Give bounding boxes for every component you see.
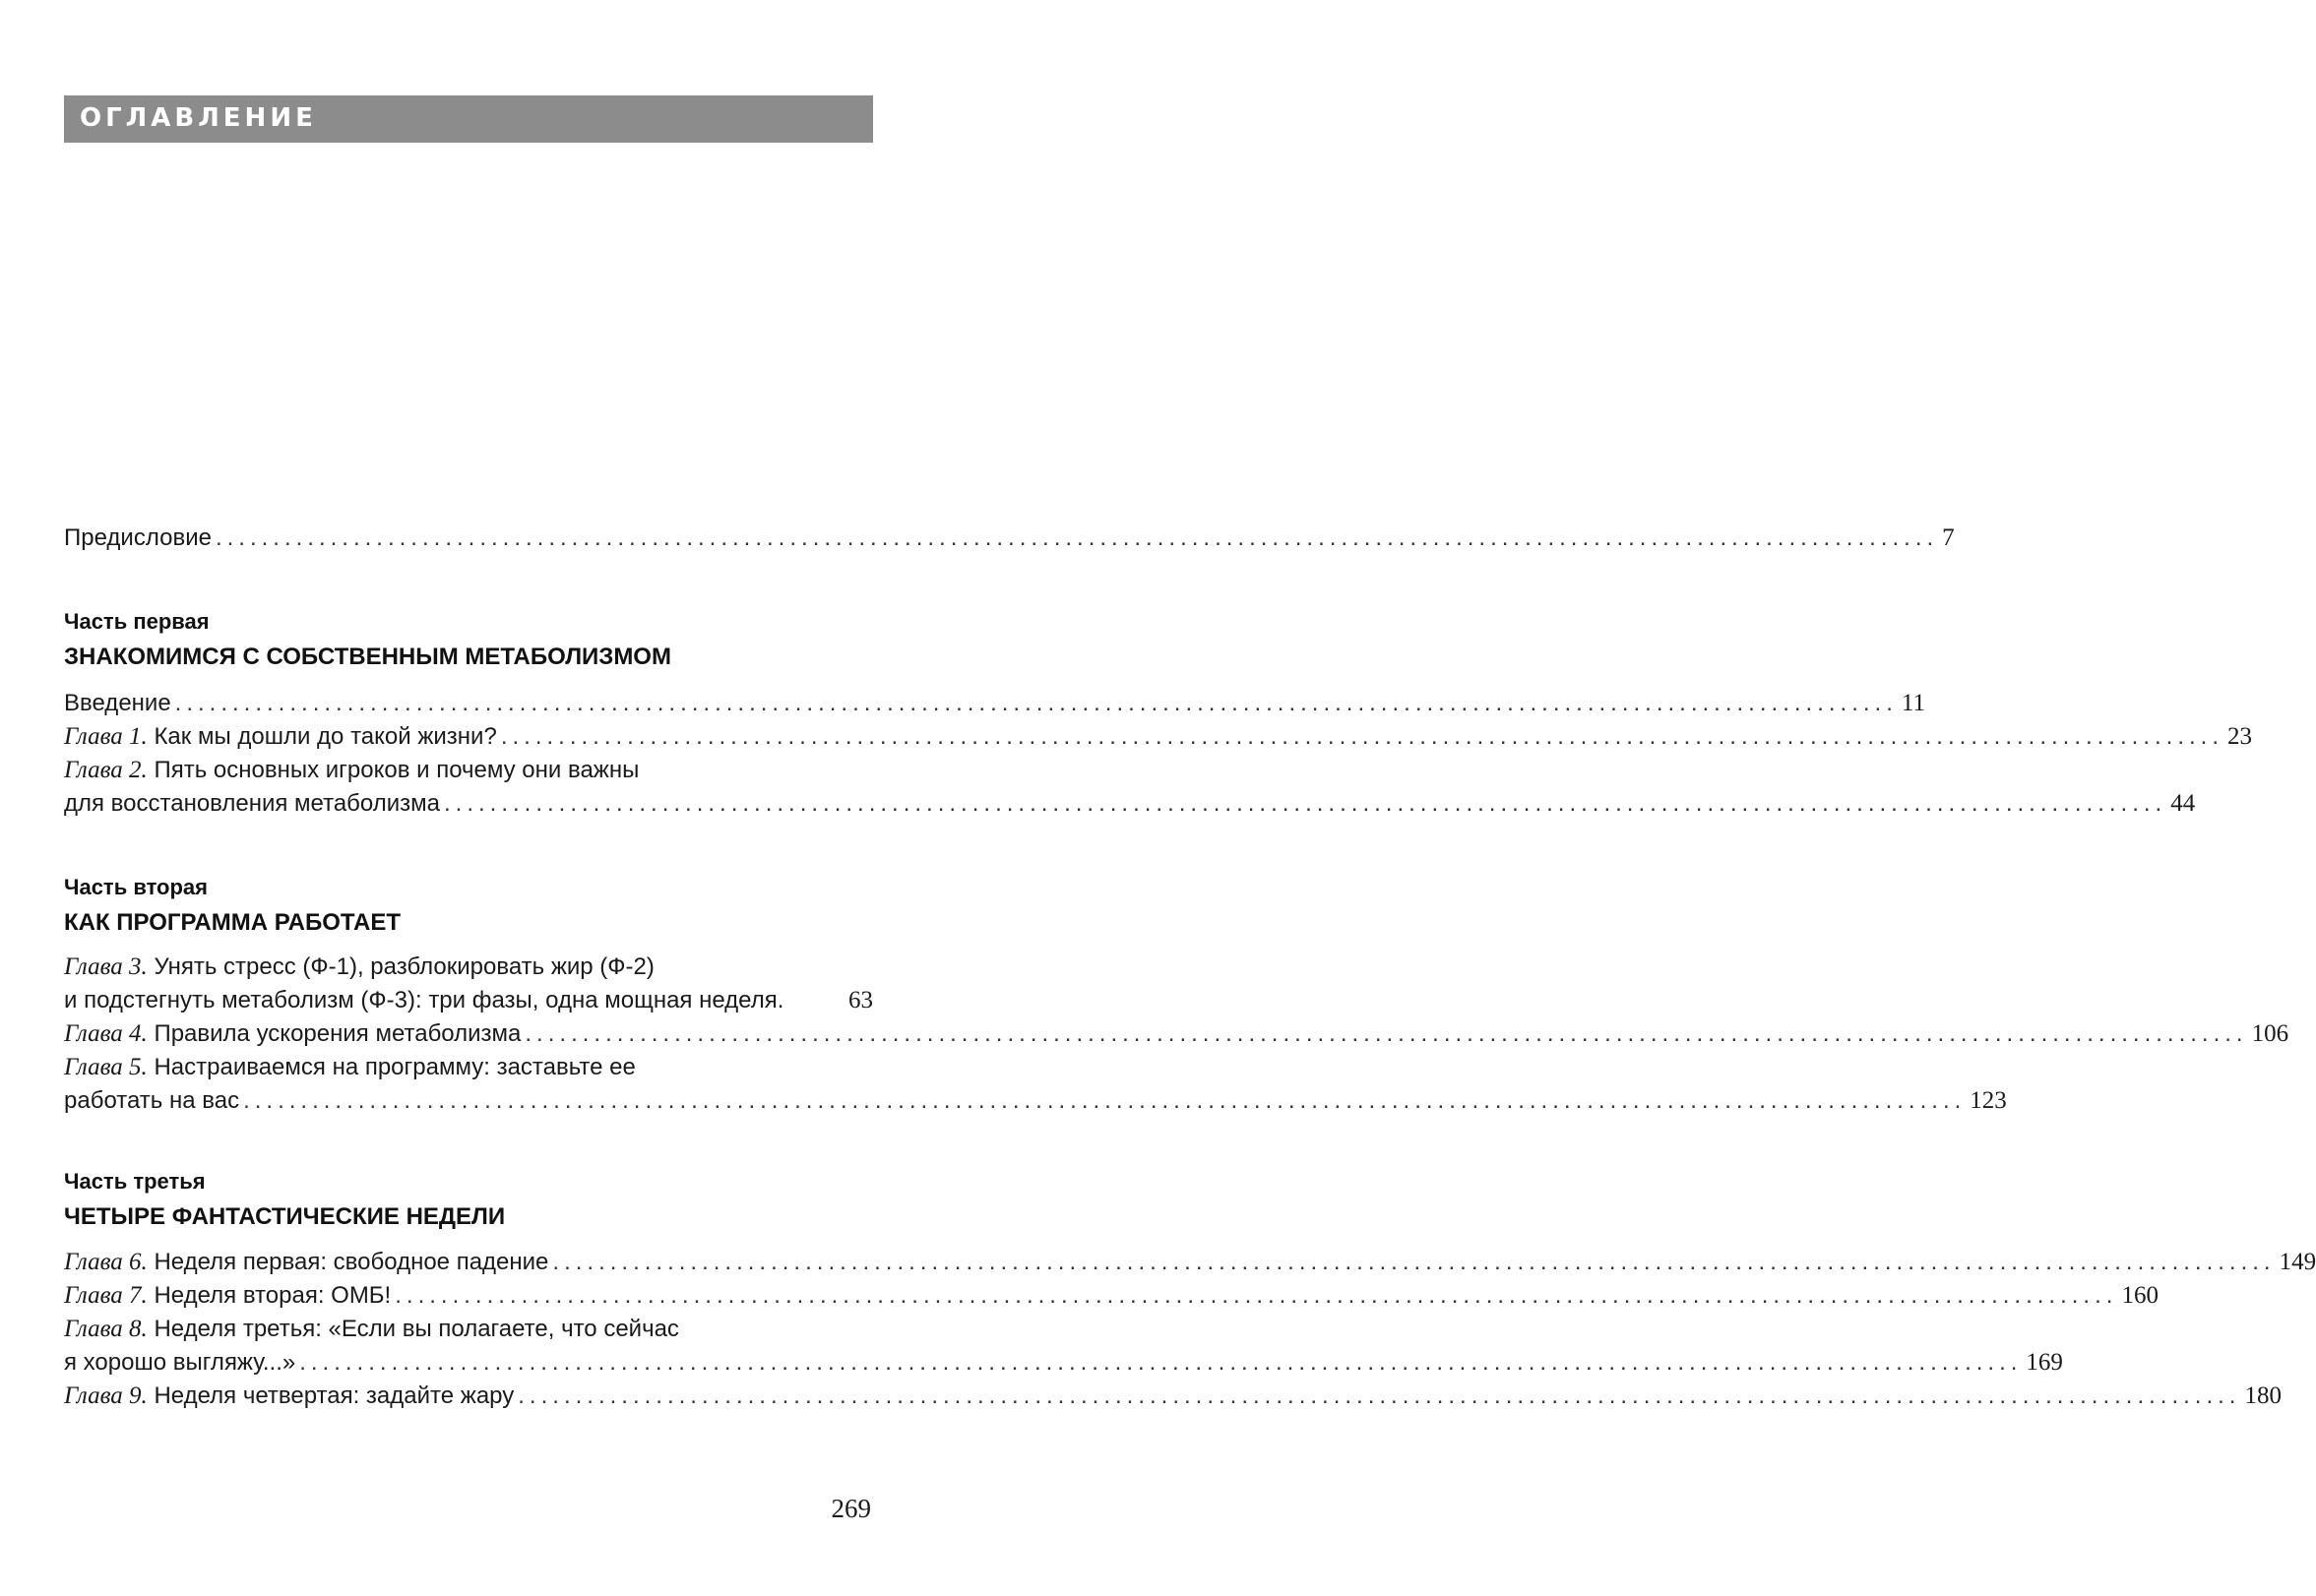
- dot-leader: ......................................................................................................................................................: [500, 723, 2224, 750]
- entry-title: Введение: [64, 690, 171, 716]
- toc-entry-chapter-5: [64, 1051, 873, 1084]
- page-number: 123: [1970, 1087, 2007, 1114]
- contents-header-banner: [64, 95, 873, 143]
- chapter-number: Глава 7.: [64, 1282, 148, 1309]
- part-3-label: Часть третья: [64, 1169, 206, 1194]
- chapter-number: Глава 9.: [64, 1382, 148, 1409]
- entry-title: Предисловие: [64, 524, 212, 551]
- part-1-title: ЗНАКОМИМСЯ С СОБСТВЕННЫМ МЕТАБОЛИЗМОМ: [64, 644, 671, 670]
- part-2-label: Часть вторая: [64, 875, 209, 899]
- page-number: 11: [1901, 690, 1925, 716]
- chapter-number: Глава 5.: [64, 1054, 148, 1080]
- entry-title-continued: работать на вас: [64, 1087, 240, 1114]
- dot-leader: ......................................................................................................................................................: [552, 1249, 2276, 1275]
- page-number: 63: [848, 987, 873, 1013]
- entry-title: Неделя четвертая: задайте жару: [154, 1382, 515, 1409]
- dot-leader: ......................................................................................................................................................: [174, 690, 1898, 716]
- dot-leader: ......................................................................................................................................................: [518, 1382, 2241, 1409]
- toc-entry-chapter-1: [64, 720, 2253, 754]
- part-2-title: КАК ПРОГРАММА РАБОТАЕТ: [64, 909, 402, 936]
- page-folio-number: 269: [831, 1494, 871, 1523]
- page-number: 7: [1942, 524, 1955, 551]
- toc-entry-chapter-8-cont: [64, 1346, 2063, 1380]
- page-number: 149: [2279, 1249, 2316, 1275]
- toc-entry-chapter-9: [64, 1380, 2282, 1413]
- page-number: 169: [2026, 1349, 2063, 1376]
- toc-entry-chapter-2: [64, 754, 873, 787]
- entry-title: Настраиваемся на программу: заставьте ее: [154, 1054, 636, 1080]
- part-1-label: Часть первая: [64, 609, 210, 634]
- toc-entry-chapter-6: [64, 1246, 2316, 1279]
- chapter-number: Глава 2.: [64, 757, 148, 783]
- entry-title: Неделя вторая: ОМБ!: [154, 1282, 392, 1309]
- toc-entry-introduction: [64, 687, 1925, 720]
- dot-leader: ......................................................................................................................................................: [243, 1087, 1967, 1114]
- entry-title: Как мы дошли до такой жизни?: [154, 723, 497, 750]
- toc-entry-preface: [64, 522, 1955, 555]
- entry-title-continued: для восстановления метаболизма: [64, 790, 440, 817]
- contents-title: ОГЛАВЛЕНИЕ: [80, 103, 317, 133]
- entry-title: Правила ускорения метаболизма: [154, 1020, 522, 1047]
- dot-leader: ......................................................................................................................................................: [444, 790, 2167, 817]
- entry-title-continued: я хорошо выгляжу...»: [64, 1349, 296, 1376]
- toc-entry-chapter-3-cont: [64, 984, 873, 1017]
- entry-title-continued: и подстегнуть метаболизм (Ф-3): три фазы, одна мощная неделя.: [64, 987, 784, 1013]
- part-3-title: ЧЕТЫРЕ ФАНТАСТИЧЕСКИЕ НЕДЕЛИ: [64, 1203, 506, 1230]
- entry-title: Пять основных игроков и почему они важны: [154, 757, 640, 783]
- dot-leader: ......................................................................................................................................................: [299, 1349, 2023, 1376]
- toc-entry-chapter-5-cont: [64, 1084, 2007, 1118]
- page-number: 44: [2170, 790, 2196, 817]
- page-number: 106: [2251, 1020, 2289, 1047]
- toc-entry-chapter-3: [64, 951, 873, 984]
- toc-entry-chapter-7: [64, 1279, 2159, 1313]
- entry-title: Неделя третья: «Если вы полагаете, что сейчас: [154, 1316, 679, 1342]
- chapter-number: Глава 1.: [64, 723, 148, 750]
- page-number: 160: [2121, 1282, 2159, 1309]
- chapter-number: Глава 4.: [64, 1020, 148, 1047]
- chapter-number: Глава 6.: [64, 1249, 148, 1275]
- dot-leader: ......................................................................................................................................................: [215, 524, 1939, 551]
- toc-entry-chapter-4: [64, 1017, 2289, 1051]
- page-number: 180: [2244, 1382, 2282, 1409]
- chapter-number: Глава 8.: [64, 1316, 148, 1342]
- toc-entry-chapter-8: [64, 1313, 873, 1346]
- dot-leader: ......................................................................................................................................................: [395, 1282, 2118, 1309]
- chapter-number: Глава 3.: [64, 953, 148, 980]
- toc-entry-chapter-2-cont: [64, 787, 2196, 821]
- dot-leader: ......................................................................................................................................................: [525, 1020, 2248, 1047]
- page-number: 23: [2227, 723, 2253, 750]
- entry-title: Неделя первая: свободное падение: [154, 1249, 549, 1275]
- entry-title: Унять стресс (Ф-1), разблокировать жир (Ф-2): [154, 953, 655, 980]
